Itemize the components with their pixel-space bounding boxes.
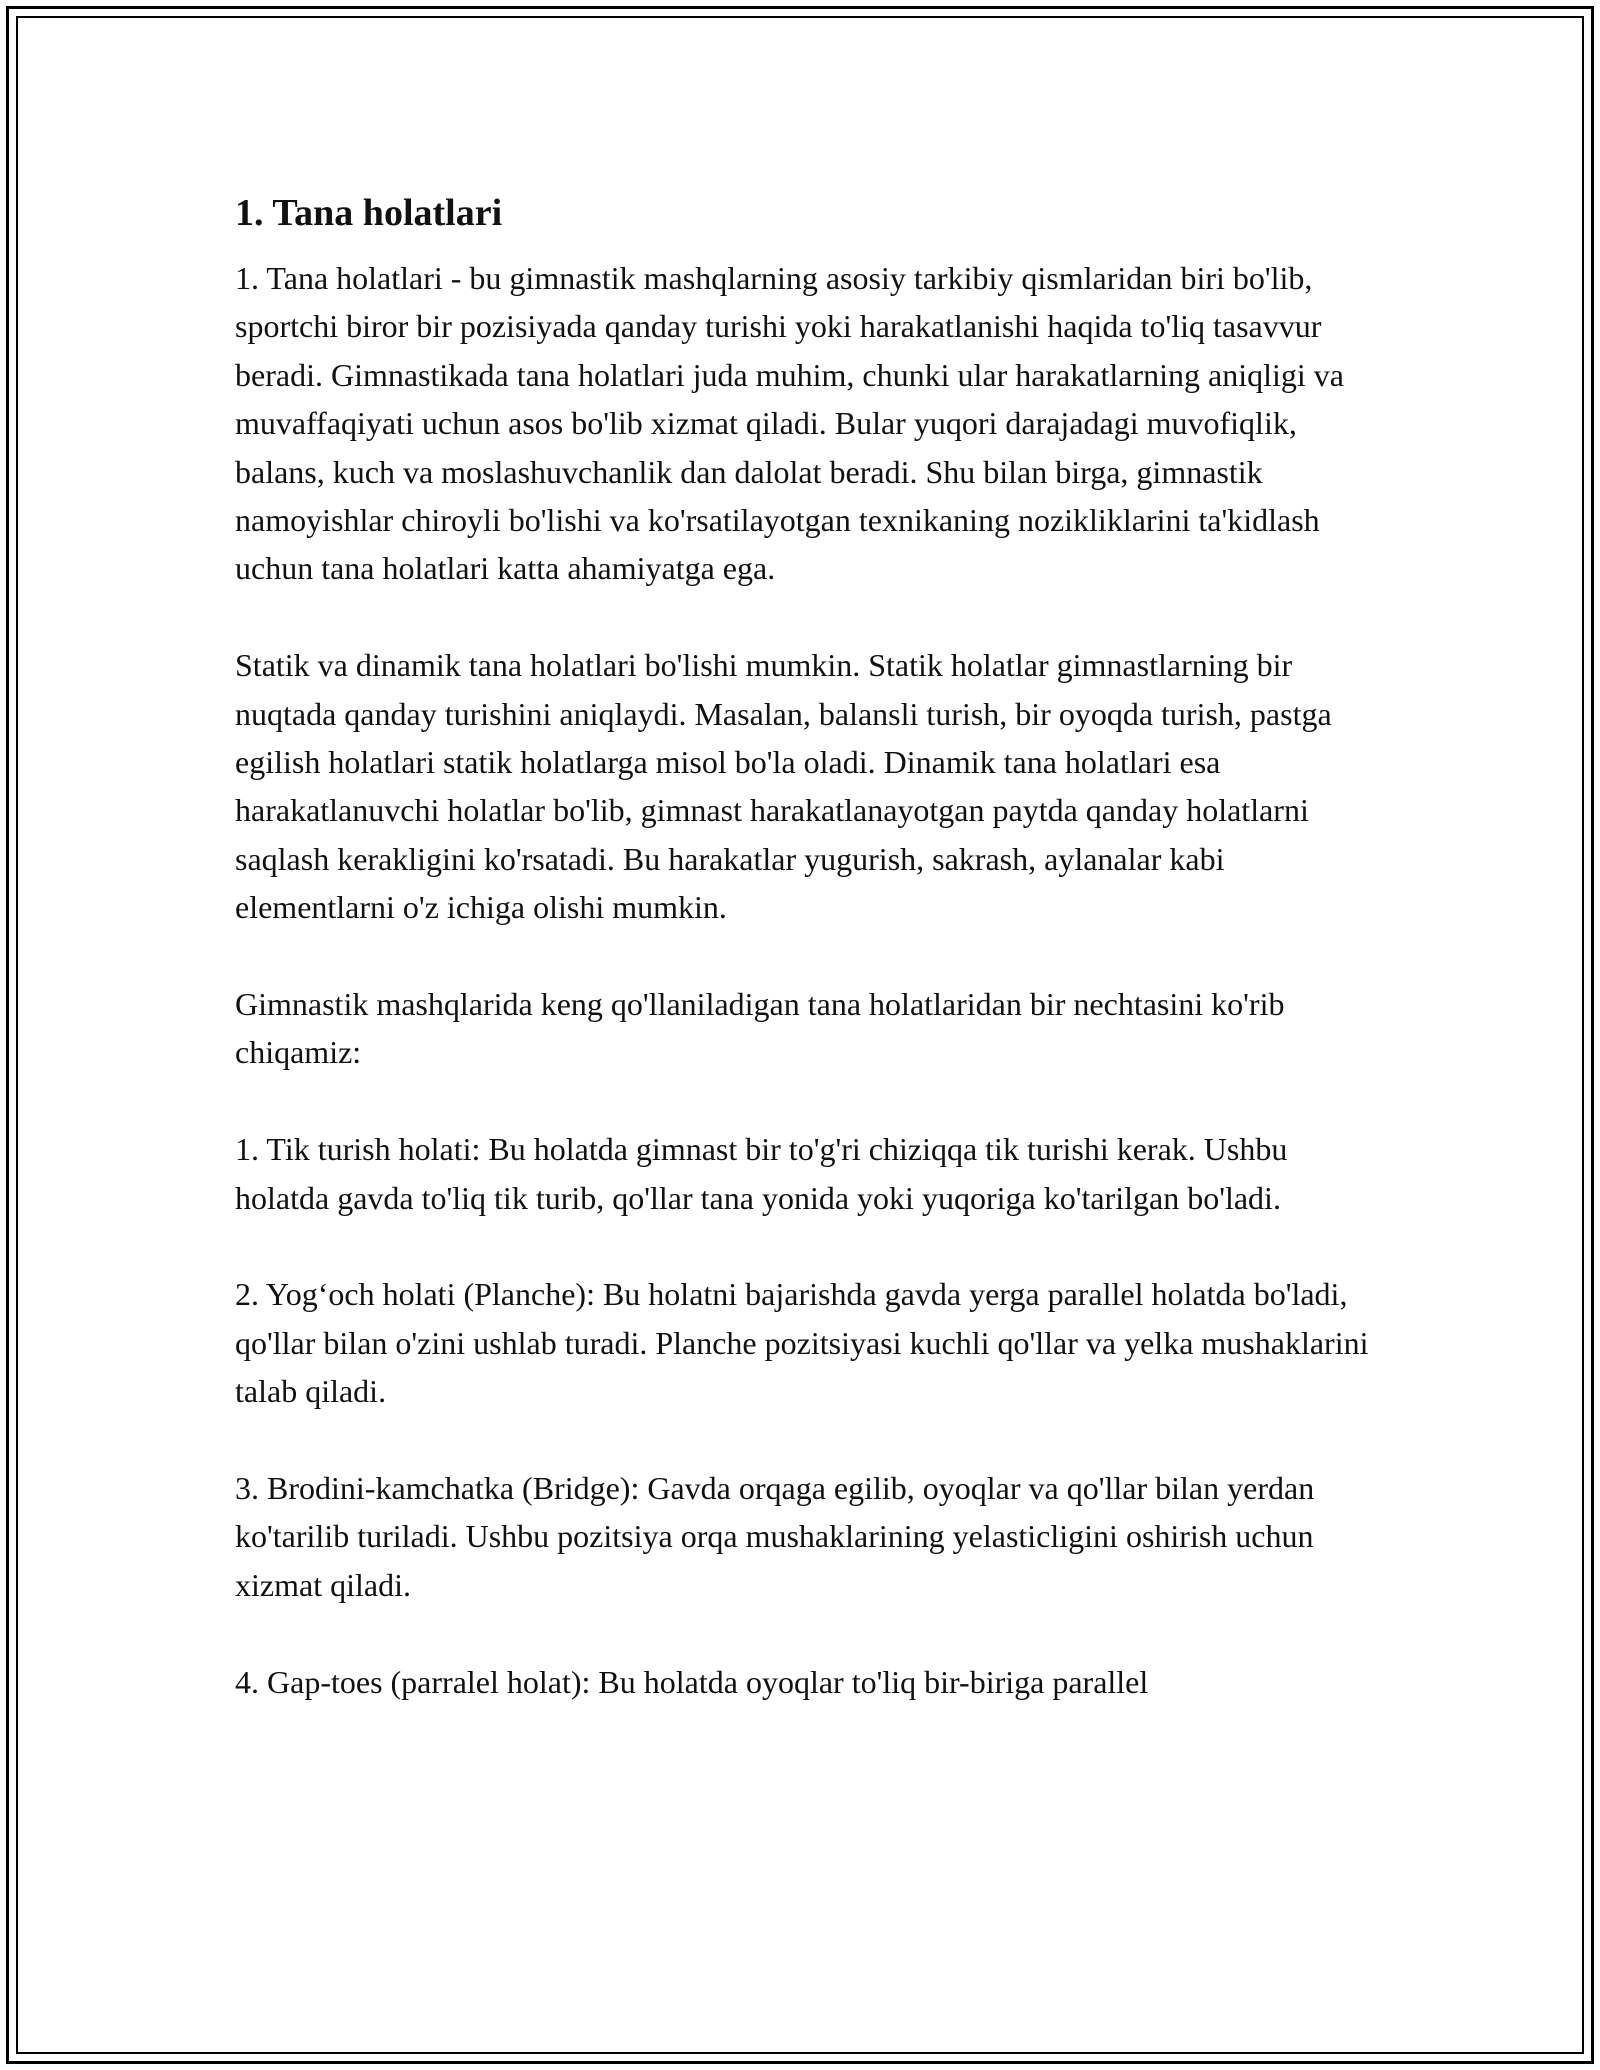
list-item-gap-toes: 4. Gap-toes (parralel holat): Bu holatda oyoqlar to'liq bir-biriga parallel — [235, 1663, 1149, 1700]
list-item-planche: 2. Yog‘och holati (Planche): Bu holatni bajarishda gavda yerga parallel holatda bo'ladi, qo'llar bilan o'zini ushlab turadi. Planche pozitsiyasi kuchli qo'llar va yelka mushaklarini talab qiladi. — [235, 1276, 1369, 1410]
paragraph-static-dynamic: Statik va dinamik tana holatlari bo'lishi mumkin. Statik holatlar gimnastlarning bir nuqtada qanday turishini aniqlaydi. Masalan, balansli turish, bir oyoqda turish, pastga egilish holatlari statik holatlarga misol bo'la oladi. Dinamik tana holatlari esa harakatlanuvchi holatlar bo'lib, gimnast harakatlanayotgan paytda qanday holatlarni saqlash kerakligini ko'rsatadi. Bu harakatlar yugurish, sakrash, aylanalar kabi elementlarni o'z ichiga olishi mumkin. — [235, 647, 1332, 926]
list-item-bridge: 3. Brodini-kamchatka (Bridge): Gavda orqaga egilib, oyoqlar va qo'llar bilan yerdan ko'tarilib turiladi. Ushbu pozitsiya orqa mushaklarining yelasticligini oshirish uchun xizmat qiladi. — [235, 1470, 1315, 1603]
paragraph-intro: 1. Tana holatlari - bu gimnastik mashqlarning asosiy tarkibiy qismlaridan biri bo'lib, sportchi biror bir pozisiyada qanday turishi yoki harakatlanishi haqida to'liq tasavvur beradi. Gimnastikada tana holatlari juda muhim, chunki ular harakatlarning aniqligi va muvaffaqiyati uchun asos bo'lib xizmat qiladi. Bular yuqori darajadagi muvofiqlik, balans, kuch va moslashuvchanlik dan dalolat beradi. Shu bilan birga, gimnastik namoyishlar chiroyli bo'lishi va ko'rsatilayotgan texnikaning nozikliklarini ta'kidlash uchun tana holatlari katta ahamiyatga ega. — [235, 260, 1344, 587]
paragraph-list-intro: Gimnastik mashqlarida keng qo'llaniladigan tana holatlaridan bir nechtasini ko'rib chiqamiz: — [235, 986, 1285, 1071]
document-body — [235, 186, 1375, 1706]
list-item-tik-turish: 1. Tik turish holati: Bu holatda gimnast bir to'g'ri chiziqqa tik turishi kerak. Ushbu holatda gavda to'liq tik turib, qo'llar tana yonida yoki yuqoriga ko'tarilgan bo'ladi. — [235, 1131, 1288, 1216]
section-heading: 1. Tana holatlari — [235, 192, 503, 234]
